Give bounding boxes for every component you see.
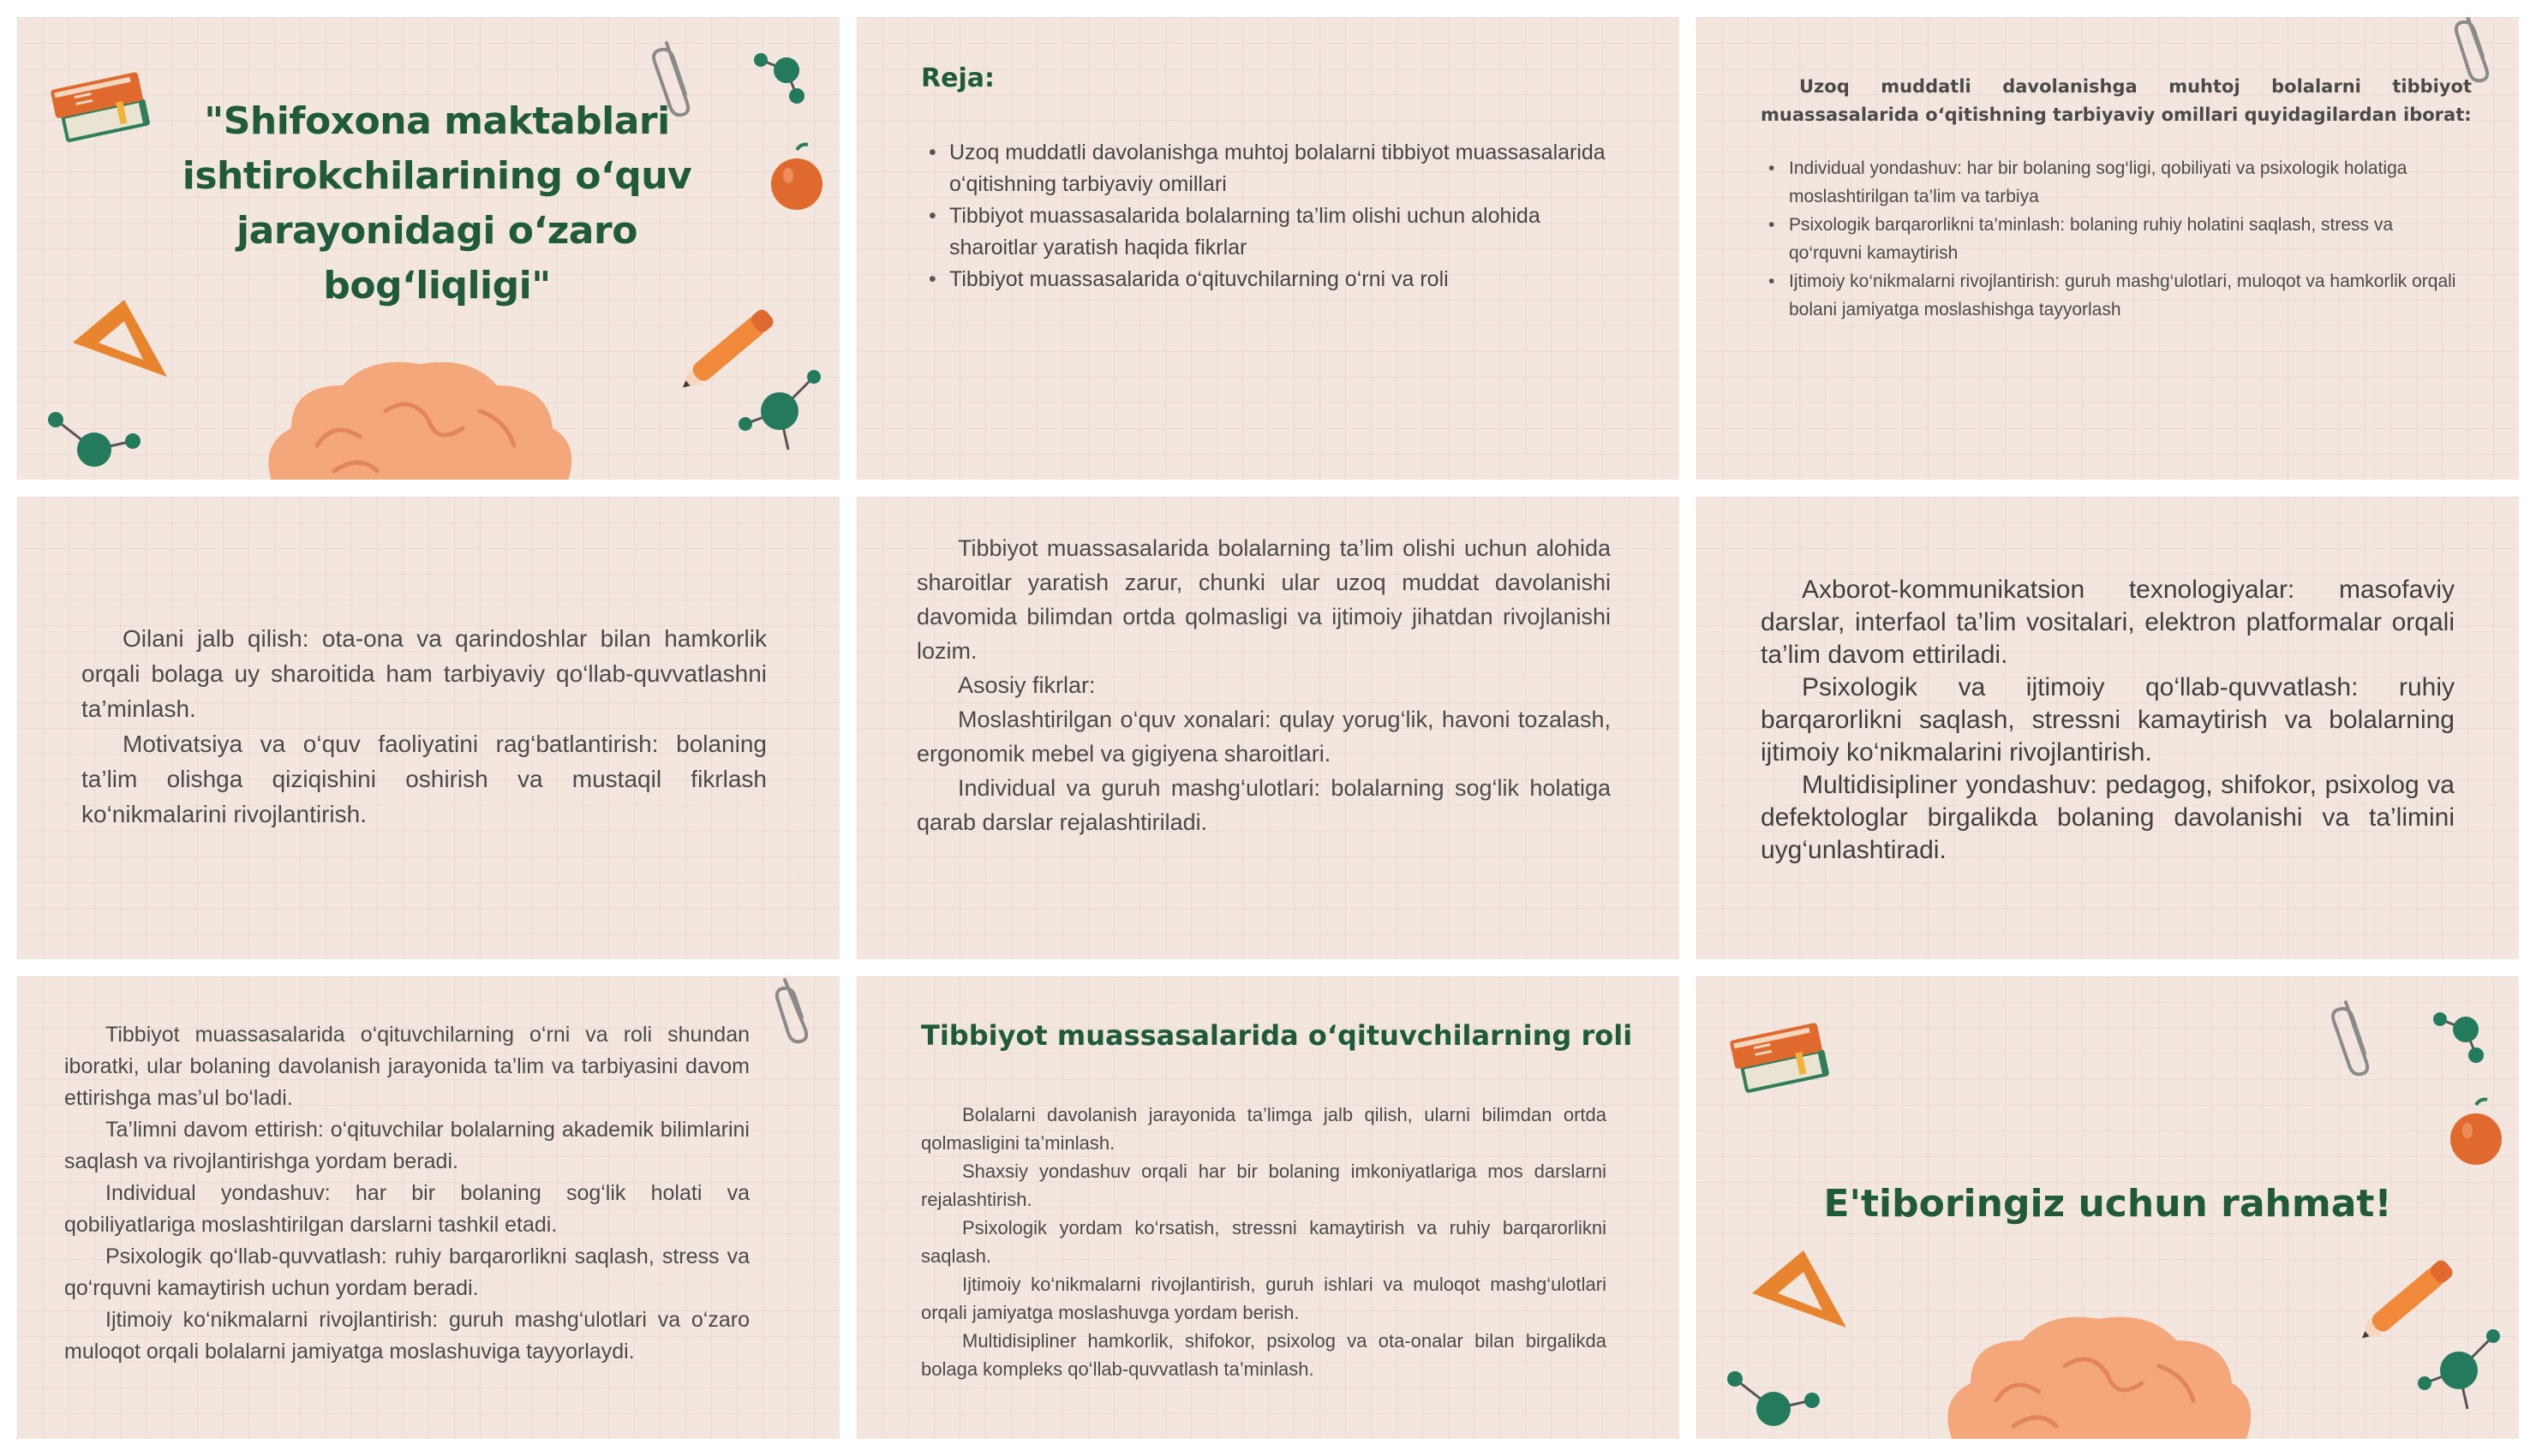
paperclip-icon — [2330, 994, 2382, 1079]
paragraph: Individual va guruh mashg‘ulotlari: bolalarning sog‘lik holatiga qarab darslar rejalashtiriladi. — [917, 775, 1611, 835]
slide-educational-factors[interactable] — [1696, 17, 2519, 480]
paragraph: Multidisipliner hamkorlik, shifokor, psixolog va ota-onalar bilan birgalikda bolaga kompleks qo‘llab-quvvatlash ta’minlash. — [921, 1330, 1606, 1380]
list-item: • Tibbiyot muassasalarida bolalarning ta’lim olishi uchun alohida sharoitlar yaratish haqida fikrlar — [925, 200, 1611, 264]
apple-icon — [767, 141, 827, 214]
paragraph: Individual yondashuv: har bir bolaning sog‘lik holati va qobiliyatlariga moslashtirilgan darslarni tashkil etadi. — [64, 1181, 750, 1237]
apple-icon — [2446, 1096, 2506, 1169]
brain-icon — [1936, 1306, 2262, 1439]
triangle-ruler-icon — [1744, 1242, 1855, 1336]
paragraph: Multidisipliner yondashuv: pedagog, shifokor, psixolog va defektologlar birgalikda bolaning davolanishi va ta’limini uyg‘unlashtiradi. — [1761, 771, 2455, 864]
paragraph: Psixologik qo‘llab-quvvatlash: ruhiy barqarorlikni saqlash, stress va qo‘rquvni kamaytirish uchun yordam beradi. — [64, 1244, 750, 1300]
paragraph: Asosiy fikrlar: — [958, 672, 1096, 698]
triangle-ruler-icon — [64, 291, 176, 385]
slide-teacher-role[interactable] — [17, 976, 840, 1439]
slide-title[interactable] — [17, 17, 840, 480]
list-item: • Tibbiyot muassasalarida o‘qituvchilarning o‘rni va roli — [925, 264, 1611, 295]
list-item: • Individual yondashuv: har bir bolaning sog‘ligi, qobiliyati va psixologik holatiga moslashtirilgan ta’lim va tarbiya — [1765, 154, 2467, 211]
paragraph: Moslashtirilgan o‘quv xonalari: qulay yorug‘lik, havoni tozalash, ergonomik mebel va gigiyena sharoitlari. — [917, 707, 1611, 767]
list-item: • Uzoq muddatli davolanishga muhtoj bolalarni tibbiyot muassasalarida o‘qitishning tarbiyaviy omillari — [925, 137, 1611, 200]
molecule-icon — [2425, 994, 2502, 1071]
brain-icon — [257, 351, 583, 480]
molecule-icon — [1714, 1353, 1833, 1439]
slide-family-motivation[interactable] — [17, 497, 840, 959]
paragraph: Bolalarni davolanish jarayonida ta’limga jalb qilish, ularni bilimdan ortda qolmasligini ta’minlash. — [921, 1104, 1606, 1154]
paragraph: Tibbiyot muassasalarida o‘qituvchilarning o‘rni va roli shundan iboratki, ular bolaning davolanish jarayonida ta’lim va tarbiyasini davom ettirishga mas’ul bo‘ladi. — [64, 1023, 750, 1110]
plan-heading: Reja: — [921, 63, 995, 93]
books-icon — [43, 47, 163, 158]
molecule-icon — [2407, 1319, 2510, 1422]
paragraph: Axborot-kommunikatsion texnologiyalar: masofaviy darslar, interfaol ta’lim vositalari, elektron platformalar orqali ta’lim davom ettiriladi. — [1761, 576, 2455, 669]
factors-list — [1765, 154, 2467, 324]
paragraph: Ijtimoiy ko‘nikmalarni rivojlantirish, guruh ishlari va muloqot mashg‘ulotlari orqali jamiyatga moslashuvga yordam berish. — [921, 1274, 1606, 1323]
molecule-icon — [745, 34, 822, 111]
slide-thanks[interactable] — [1696, 976, 2519, 1439]
list-item: • Ijtimoiy ko‘nikmalarni rivojlantirish: guruh mashg‘ulotlari, muloqot va hamkorlik orqali bolani jamiyatga moslashishga tayyorlash — [1765, 267, 2467, 324]
intro-text: Uzoq muddatli davolanishga muhtoj bolalarni tibbiyot muassasalarida o‘qitishning tarbiyaviy omillari quyidagilardan iborat: — [1761, 76, 2472, 125]
paragraph: Shaxsiy yondashuv orqali har bir bolaning imkoniyatlariga mos darslarni rejalashtirish. — [921, 1161, 1606, 1210]
list-item: • Psixologik barqarorlikni ta’minlash: bolaning ruhiy holatini saqlash, stress va qo‘rquvni kamaytirish — [1765, 211, 2467, 267]
paperclip-icon — [771, 976, 822, 1045]
body-text — [921, 1101, 1606, 1383]
paragraph: Motivatsiya va o‘quv faoliyatini rag‘batlantirish: bolaning ta’lim olishga qiziqishini oshirish va mustaqil fikrlash ko‘nikmalarini rivojlantirish. — [81, 731, 767, 827]
paragraph: Tibbiyot muassasalarida bolalarning ta’lim olishi uchun alohida sharoitlar yaratish zarur, chunki ular uzoq muddat davolanishi davomida bilimdan ortda qolmasligi va ijtimoiy jihatdan rivojlanishi lozim. — [917, 535, 1611, 664]
thank-you-title: E'tiboringiz uchun rahmat! — [1823, 1182, 2392, 1226]
slide-conditions[interactable] — [857, 497, 1679, 959]
body-text — [1761, 574, 2455, 867]
paragraph: Psixologik va ijtimoiy qo‘llab-quvvatlash: ruhiy barqarorlikni saqlash, stressni kamaytirish va bolalarning ijtimoiy ko‘nikmalarini rivojlantirish. — [1761, 673, 2455, 767]
paragraph: Psixologik yordam ko‘rsatish, stressni kamaytirish va ruhiy barqarorlikni saqlash. — [921, 1217, 1606, 1267]
slide-teachers-role-list[interactable] — [857, 976, 1679, 1439]
body-text — [81, 621, 767, 832]
paragraph: Oilani jalb qilish: ota-ona va qarindoshlar bilan hamkorlik orqali bolaga uy sharoitida ham tarbiyaviy qo‘llab-quvvatlashni ta’minlash. — [81, 625, 767, 722]
plan-list — [925, 137, 1611, 295]
slide-ict-support[interactable] — [1696, 497, 2519, 959]
presentation-title: "Shifoxona maktablari ishtirokchilarining o‘quv jarayonidagi o‘zaro bog‘liqligi" — [182, 99, 692, 307]
slide-plan[interactable] — [857, 17, 1679, 480]
molecule-icon — [34, 394, 154, 480]
paragraph: Ta’limni davom ettirish: o‘qituvchilar bolalarning akademik bilimlarini saqlash va rivojlantirishga yordam beradi. — [64, 1118, 750, 1173]
molecule-icon — [728, 360, 831, 462]
books-icon — [1722, 998, 1842, 1109]
body-text — [917, 531, 1611, 839]
slide-heading: Tibbiyot muassasalarida o‘qituvchilarning roli — [921, 1019, 1633, 1052]
body-text — [64, 1019, 750, 1368]
paragraph: Ijtimoiy ko‘nikmalarni rivojlantirish: guruh mashg‘ulotlari va o‘zaro muloqot orqali bolalarni jamiyatga moslashuviga tayyorlaydi. — [64, 1308, 750, 1364]
